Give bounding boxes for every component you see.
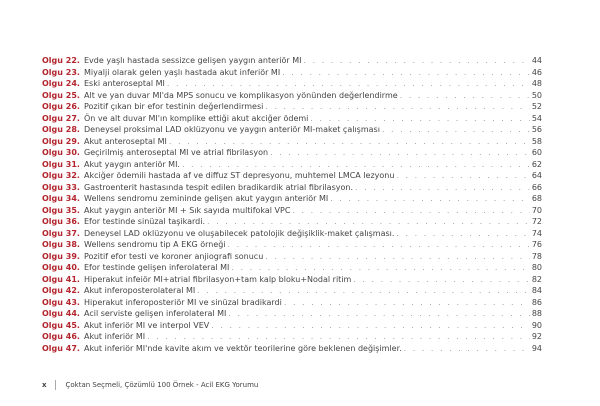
toc-entry[interactable]: [42, 320, 542, 332]
case-title: Akut yaygın anteriör MI + Sık sayıda multifokal VPC: [84, 205, 291, 215]
dot-leader: [270, 147, 530, 159]
toc-entry[interactable]: [42, 239, 542, 251]
case-page-number: 70: [531, 205, 542, 215]
toc-entry[interactable]: [42, 78, 542, 90]
case-label: Olgu 24.: [42, 79, 80, 88]
case-page-number: 56: [531, 125, 542, 134]
dot-leader: [382, 124, 530, 136]
toc-entry[interactable]: [42, 205, 542, 217]
case-page-number: 82: [531, 274, 542, 284]
case-title: Alt ve yan duvar MI'da MPS sonucu ve komplikasyon yönünden değerlendirme: [84, 90, 398, 100]
dot-leader: [282, 67, 530, 79]
case-label: Olgu 37.: [42, 228, 80, 238]
case-title: Gastroenterit hastasında tespit edilen bradikardik atrial fibrilasyon.: [84, 182, 353, 192]
case-label: Olgu 26.: [42, 102, 80, 111]
case-page-number: 50: [531, 90, 542, 100]
case-label: Olgu 27.: [42, 113, 80, 123]
dot-leader: [265, 251, 530, 263]
case-page-number: 76: [531, 240, 542, 249]
case-label: Olgu 35.: [42, 205, 80, 215]
dot-leader: [197, 285, 530, 297]
toc-entry[interactable]: [42, 182, 542, 194]
toc-entry[interactable]: [42, 159, 542, 171]
dot-leader: [182, 159, 530, 171]
toc-entry[interactable]: [42, 193, 542, 205]
case-page-number: 48: [531, 79, 542, 88]
toc-entry[interactable]: [42, 297, 542, 309]
table-of-contents: [42, 55, 542, 354]
dot-leader: [396, 170, 529, 182]
case-title: Akut inferiör MI'nde kavite akım ve vektör teorilerine göre beklenen değişimler.: [84, 343, 402, 353]
toc-entry[interactable]: [42, 274, 542, 286]
case-label: Olgu 47.: [42, 343, 80, 353]
toc-entry[interactable]: [42, 343, 542, 355]
footer-divider: [55, 380, 56, 390]
case-title: Akut anteroseptal MI: [84, 136, 167, 146]
case-title: Akut inferiör MI: [84, 332, 146, 341]
toc-entry[interactable]: [42, 228, 542, 240]
case-label: Olgu 34.: [42, 194, 80, 203]
case-title: Geçirilmiş anteroseptal MI ve atrial fibrilasyon: [84, 148, 269, 157]
case-title: Acil serviste gelişen inferolateral MI: [84, 309, 227, 318]
case-title: Eski anteroseptal MI: [84, 79, 165, 88]
dot-leader: [284, 297, 530, 309]
case-label: Olgu 46.: [42, 332, 80, 341]
toc-entry[interactable]: [42, 216, 542, 228]
dot-leader: [355, 182, 530, 194]
case-page-number: 52: [531, 102, 542, 111]
case-title: Deneysel LAD oklüzyonu ve oluşabilecek patolojik değişiklik-maket çalışması.: [84, 228, 395, 238]
case-page-number: 54: [531, 113, 542, 123]
page-footer: [42, 380, 258, 390]
toc-entry[interactable]: [42, 147, 542, 159]
case-title: Miyalji olarak gelen yaşlı hastada akut inferiör MI: [84, 67, 281, 77]
dot-leader: [211, 320, 530, 332]
case-title: Wellens sendromu tip A EKG örneği: [84, 240, 226, 249]
toc-entry[interactable]: [42, 285, 542, 297]
case-page-number: 88: [531, 309, 542, 318]
page-number: x: [42, 381, 47, 389]
case-page-number: 80: [531, 263, 542, 272]
case-title: Efor testinde gelişen inferolateral MI: [84, 263, 230, 272]
case-page-number: 60: [531, 148, 542, 157]
case-title: Evde yaşlı hastada sessizce gelişen yaygın anteriör MI: [84, 56, 302, 65]
toc-entry[interactable]: [42, 101, 542, 113]
toc-entry[interactable]: [42, 262, 542, 274]
dot-leader: [404, 343, 530, 355]
case-title: Hiperakut inferoposteriör MI ve sinüzal bradikardi: [84, 297, 282, 307]
case-page-number: 84: [531, 286, 542, 295]
toc-entry[interactable]: [42, 90, 542, 102]
case-title: Akut inferoposterolateral MI: [84, 286, 196, 295]
case-title: Akut inferiör MI ve interpol VEV: [84, 320, 210, 330]
dot-leader: [400, 90, 530, 102]
case-page-number: 72: [531, 217, 542, 226]
case-label: Olgu 22.: [42, 56, 80, 65]
case-page-number: 86: [531, 297, 542, 307]
case-label: Olgu 29.: [42, 136, 80, 146]
case-label: Olgu 39.: [42, 251, 80, 261]
dot-leader: [167, 78, 530, 90]
toc-entry[interactable]: [42, 67, 542, 79]
dot-leader: [330, 193, 530, 205]
case-page-number: 44: [531, 56, 542, 65]
case-label: Olgu 43.: [42, 297, 80, 307]
case-page-number: 66: [531, 182, 542, 192]
case-label: Olgu 42.: [42, 286, 80, 295]
case-label: Olgu 41.: [42, 274, 80, 284]
dot-leader: [228, 239, 530, 251]
case-label: Olgu 28.: [42, 125, 80, 134]
case-page-number: 64: [531, 171, 542, 180]
dot-leader: [304, 55, 530, 67]
dot-leader: [207, 216, 530, 228]
dot-leader: [147, 331, 530, 343]
case-title: Hiperakut infeiör MI+atrial fibrilasyon+tam kalp bloku+Nodal ritim: [84, 274, 352, 284]
case-label: Olgu 31.: [42, 159, 80, 169]
toc-entry[interactable]: [42, 251, 542, 263]
case-page-number: 92: [531, 332, 542, 341]
case-title: Wellens sendromu zemininde gelişen akut yaygın anteriör MI: [84, 194, 329, 203]
case-page-number: 62: [531, 159, 542, 169]
toc-entry[interactable]: [42, 113, 542, 125]
dot-leader: [231, 262, 529, 274]
case-label: Olgu 45.: [42, 320, 80, 330]
toc-entry[interactable]: [42, 136, 542, 148]
case-label: Olgu 25.: [42, 90, 80, 100]
case-page-number: 58: [531, 136, 542, 146]
dot-leader: [396, 228, 529, 240]
case-page-number: 68: [531, 194, 542, 203]
case-title: Pozitif çıkan bir efor testinin değerlendirmesi: [84, 102, 264, 111]
case-title: Deneysel proksimal LAD oklüzyonu ve yaygın anteriör MI-maket çalışması: [84, 125, 380, 134]
toc-entry[interactable]: [42, 124, 542, 136]
toc-entry[interactable]: [42, 55, 542, 67]
case-label: Olgu 36.: [42, 217, 80, 226]
case-label: Olgu 44.: [42, 309, 80, 318]
case-page-number: 74: [531, 228, 542, 238]
case-label: Olgu 23.: [42, 67, 80, 77]
case-title: Pozitif efor testi ve koroner anjiografi sonucu: [84, 251, 264, 261]
case-title: Ön ve alt duvar MI'ın komplike ettiği akut akciğer ödemi: [84, 113, 309, 123]
case-title: Akut yaygın anteriör MI.: [84, 159, 180, 169]
case-label: Olgu 40.: [42, 263, 80, 272]
dot-leader: [265, 101, 529, 113]
case-page-number: 46: [531, 67, 542, 77]
case-title: Akciğer ödemili hastada af ve diffuz ST depresyonu, muhtemel LMCA lezyonu: [84, 171, 395, 180]
dot-leader: [169, 136, 530, 148]
case-label: Olgu 33.: [42, 182, 80, 192]
toc-entry[interactable]: [42, 331, 542, 343]
dot-leader: [228, 308, 529, 320]
dot-leader: [353, 274, 530, 286]
case-page-number: 90: [531, 320, 542, 330]
toc-entry[interactable]: [42, 308, 542, 320]
dot-leader: [310, 113, 529, 125]
case-page-number: 78: [531, 251, 542, 261]
dot-leader: [292, 205, 529, 217]
book-title: Çoktan Seçmeli, Çözümlü 100 Örnek - Acil EKG Yorumu: [65, 381, 259, 389]
toc-entry[interactable]: [42, 170, 542, 182]
case-label: Olgu 30.: [42, 148, 80, 157]
case-label: Olgu 38.: [42, 240, 80, 249]
case-page-number: 94: [531, 343, 542, 353]
case-label: Olgu 32.: [42, 171, 80, 180]
case-title: Efor testinde sinüzal taşikardi.: [84, 217, 206, 226]
